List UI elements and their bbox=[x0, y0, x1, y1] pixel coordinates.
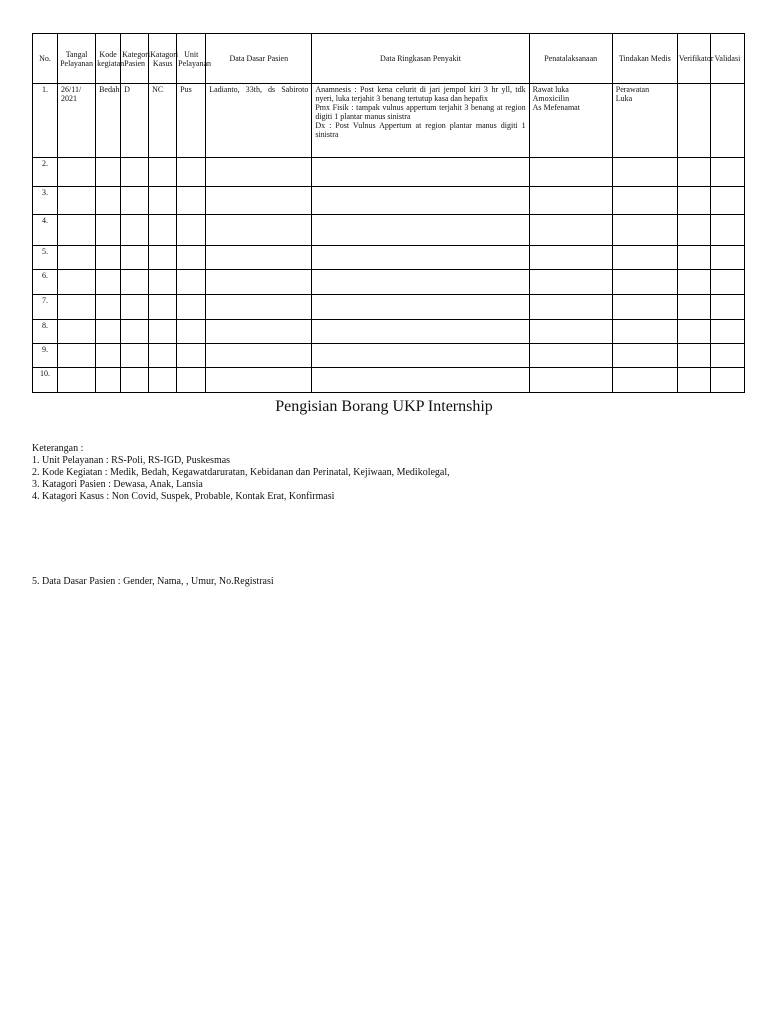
header-ringkasan: Data Ringkasan Penyakit bbox=[312, 34, 529, 84]
row-number: 6. bbox=[33, 270, 58, 295]
penatalaksanaan-item: Amoxicilin bbox=[532, 94, 570, 103]
header-tanggal: Tangal Pelayanan bbox=[58, 34, 96, 84]
header-kode: Kode kegiatan bbox=[96, 34, 121, 84]
row-number: 5. bbox=[33, 246, 58, 270]
penatalaksanaan-item: As Mefenamat bbox=[532, 103, 580, 112]
note-item: 3. Katagori Pasien : Dewasa, Anak, Lansia bbox=[32, 479, 203, 490]
table-row bbox=[33, 368, 745, 393]
cell-penatalaksanaan bbox=[529, 84, 612, 158]
cell-ringkasan bbox=[312, 84, 529, 158]
cell-tindakan bbox=[612, 84, 677, 158]
table-row bbox=[33, 158, 745, 187]
table-row bbox=[33, 295, 745, 320]
cell-tanggal: 26/11/ 2021 bbox=[58, 84, 96, 158]
header-kategori-kasus: Katagori Kasus bbox=[149, 34, 177, 84]
cell-kode: Bedah bbox=[96, 84, 121, 158]
table-row bbox=[33, 84, 745, 158]
row-number: 9. bbox=[33, 344, 58, 368]
cell-unit: Pus bbox=[177, 84, 206, 158]
note-item: 2. Kode Kegiatan : Medik, Bedah, Kegawatdaruratan, Kebidanan dan Perinatal, Kejiwaan, Medikolegal, bbox=[32, 467, 450, 478]
tindakan-line: Luka bbox=[615, 94, 633, 103]
notes-heading: Keterangan : bbox=[32, 443, 84, 454]
table-row bbox=[33, 215, 745, 246]
page-title: Pengisian Borang UKP Internship bbox=[275, 398, 493, 415]
note-item: 1. Unit Pelayanan : RS-Poli, RS-IGD, Puskesmas bbox=[32, 455, 231, 466]
cell-kategori-kasus: NC bbox=[149, 84, 177, 158]
row-number: 2. bbox=[33, 158, 58, 187]
ringkasan-diagnosis: Dx : Post Vulnus Appertum at region plantar manus digiti 1 sinistra bbox=[315, 121, 526, 139]
header-no: No. bbox=[33, 34, 58, 84]
row-number: 4. bbox=[33, 215, 58, 246]
note-item: 4. Katagori Kasus : Non Covid, Suspek, Probable, Kontak Erat, Konfirmasi bbox=[32, 491, 335, 502]
note-item: 5. Data Dasar Pasien : Gender, Nama, , Umur, No.Registrasi bbox=[32, 576, 274, 587]
cell-verifikator bbox=[677, 84, 710, 158]
cell-data-dasar: Ladianto, 33th, ds Sabiroto bbox=[206, 84, 312, 158]
table-row bbox=[33, 270, 745, 295]
table-row bbox=[33, 344, 745, 368]
tindakan-line: Perawatan bbox=[615, 85, 650, 94]
row-number: 3. bbox=[33, 187, 58, 215]
header-tindakan: Tindakan Medis bbox=[612, 34, 677, 84]
table-row bbox=[33, 246, 745, 270]
borang-table bbox=[32, 33, 745, 393]
cell-kategori-pasien: D bbox=[121, 84, 149, 158]
row-number: 8. bbox=[33, 320, 58, 344]
header-penatalaksanaan: Penatalaksanaan bbox=[529, 34, 612, 84]
header-row bbox=[33, 34, 745, 84]
penatalaksanaan-item: Rawat luka bbox=[532, 85, 569, 94]
cell-validasi bbox=[710, 84, 744, 158]
row-number: 10. bbox=[33, 368, 58, 393]
row-number: 7. bbox=[33, 295, 58, 320]
header-verifikator: Verifikator bbox=[677, 34, 710, 84]
header-kategori-pasien: Kategori Pasien bbox=[121, 34, 149, 84]
table-row bbox=[33, 187, 745, 215]
header-validasi: Validasi bbox=[710, 34, 744, 84]
ringkasan-pemeriksaan-fisik: Pmx Fisik : tampak vulnus appertum terjahit 3 benang at region digiti 1 plantar manus sinistra bbox=[315, 103, 526, 121]
row-number: 1. bbox=[33, 84, 58, 158]
ringkasan-anamnesis: Anamnesis : Post kena celurit di jari jempol kiri 3 hr yll, tdk nyeri, luka terjahit 3 benang tertutup kasa dan hepafix bbox=[315, 85, 526, 103]
header-data-dasar: Data Dasar Pasien bbox=[206, 34, 312, 84]
notes-section bbox=[32, 443, 450, 503]
header-unit: Unit Pelayanan bbox=[177, 34, 206, 84]
table-row bbox=[33, 320, 745, 344]
